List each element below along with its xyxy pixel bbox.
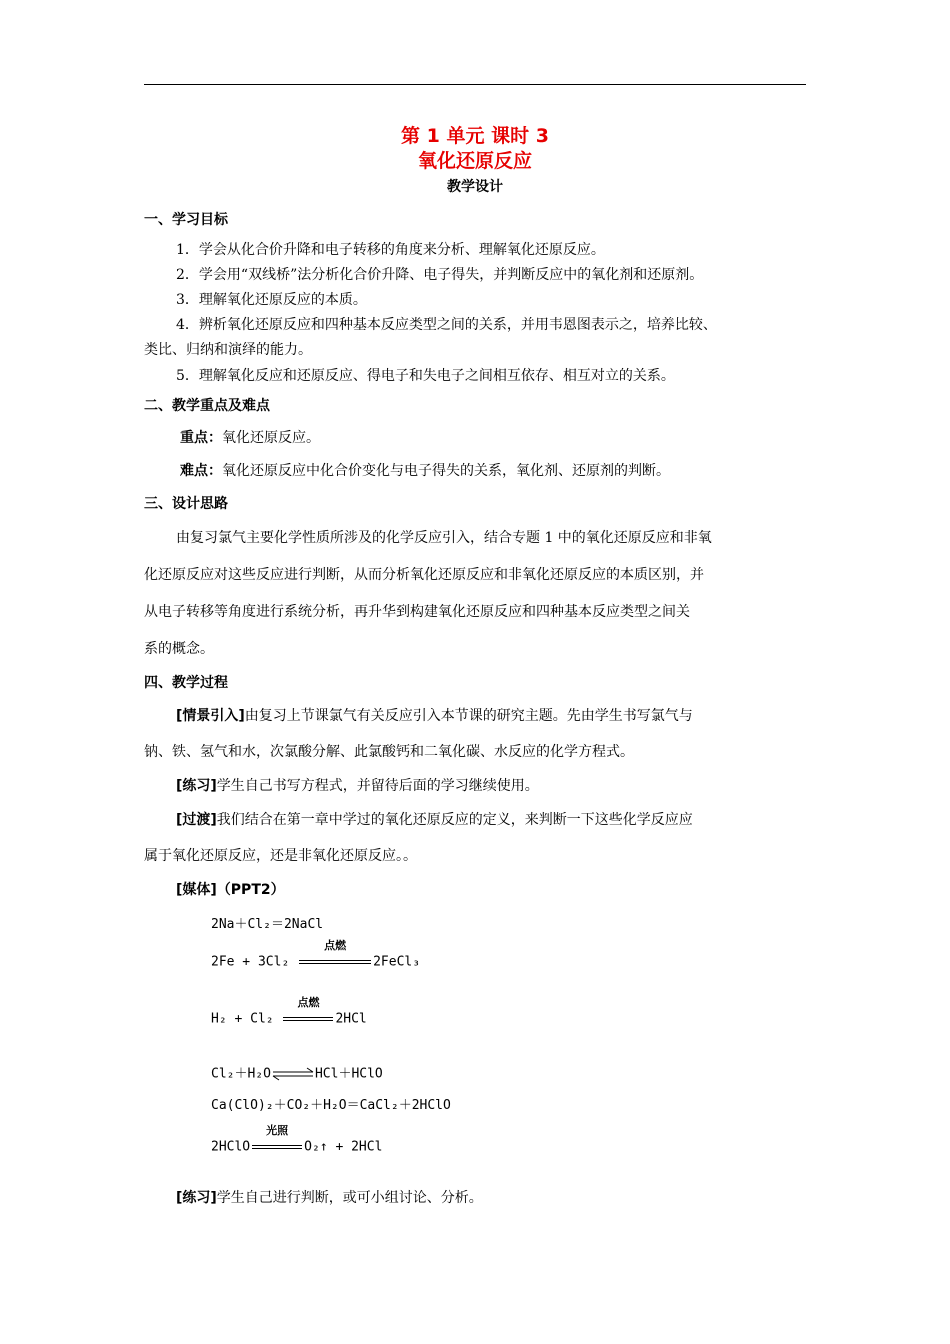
objective-item-continued: 类比、归纳和演绎的能力。 <box>144 342 312 358</box>
reversible-arrow-icon <box>271 1065 315 1083</box>
equation-right: 2HCl <box>335 1011 367 1027</box>
difficult-point-text: 氧化还原反应中化合价变化与电子得失的关系，氧化剂、还原剂的判断。 <box>222 463 670 479</box>
section-heading-design: 三、设计思路 <box>144 496 228 512</box>
key-point-line <box>180 428 320 448</box>
key-point-label: 重点： <box>180 430 222 446</box>
practice2-text: 学生自己进行判断，或可小组讨论、分析。 <box>216 1190 483 1206</box>
objective-item: 3．理解氧化还原反应的本质。 <box>176 292 367 308</box>
intro-text: 由复习上节课氯气有关反应引入本节课的研究主题。先由学生书写氯气与 <box>244 708 693 724</box>
difficult-point-line <box>180 461 670 481</box>
section-heading-key-points: 二、教学重点及难点 <box>144 398 270 414</box>
transition-line <box>176 810 693 830</box>
equation-fe-cl2 <box>211 939 421 972</box>
lesson-title: 第 1 单元 课时 3 <box>401 125 549 147</box>
transition-label: [过渡] <box>176 812 217 828</box>
objective-item: 1．学会从化合价升降和电子转移的角度来分析、理解氧化还原反应。 <box>176 242 605 258</box>
media-label: [媒体] <box>176 882 217 898</box>
practice-line <box>176 776 539 796</box>
equation-left: Cl₂＋H₂O <box>211 1066 271 1082</box>
practice2-line <box>176 1188 483 1208</box>
equation-left: 2Fe + 3Cl₂ <box>211 954 290 970</box>
design-paragraph-line: 系的概念。 <box>144 641 214 657</box>
design-paragraph-line: 化还原反应对这些反应进行判断，从而分析氧化还原反应和非氧化还原反应的本质区别，并 <box>144 567 704 583</box>
condition-arrow <box>250 1124 304 1156</box>
intro-line <box>176 706 693 726</box>
section-heading-objectives: 一、学习目标 <box>144 212 228 228</box>
objective-item: 4．辨析氧化还原反应和四种基本反应类型之间的关系，并用韦恩图表示之，培养比较、 <box>176 317 717 333</box>
intro-label: [情景引入] <box>176 708 245 724</box>
practice-text: 学生自己书写方程式，并留待后面的学习继续使用。 <box>216 778 539 794</box>
equation-cl2-h2o <box>211 1065 383 1084</box>
equation-hclo-decomposition <box>211 1124 383 1157</box>
header-rule <box>144 84 806 85</box>
section-heading-process: 四、教学过程 <box>144 675 228 691</box>
equation-right: 2FeCl₃ <box>373 954 421 970</box>
condition-label: 点燃 <box>297 996 320 1009</box>
design-paragraph-line: 由复习氯气主要化学性质所涉及的化学反应引入，结合专题 1 中的氧化还原反应和非氧 <box>176 530 712 546</box>
objective-item: 2．学会用“双线桥”法分析化合价升降、电子得失，并判断反应中的氧化剂和还原剂。 <box>176 267 704 283</box>
practice-label: [练习] <box>176 778 217 794</box>
transition-line-continued: 属于氧化还原反应，还是非氧化还原反应。。 <box>144 848 417 864</box>
condition-arrow <box>297 939 373 971</box>
equation-caclo2: Ca(ClO)₂＋CO₂＋H₂O＝CaCl₂＋2HClO <box>211 1098 451 1113</box>
topic-title: 氧化还原反应 <box>417 150 532 172</box>
media-line <box>176 880 285 900</box>
equation-right: HCl＋HClO <box>314 1066 383 1082</box>
key-point-text: 氧化还原反应。 <box>222 430 320 446</box>
condition-label: 点燃 <box>324 939 347 952</box>
document-subtitle: 教学设计 <box>447 179 503 195</box>
equation-na-cl2: 2Na＋Cl₂＝2NaCl <box>211 917 324 932</box>
equation-left: 2HClO <box>211 1139 251 1155</box>
design-paragraph-line: 从电子转移等角度进行系统分析，再升华到构建氧化还原反应和四种基本反应类型之间关 <box>144 604 690 620</box>
equation-left: H₂ + Cl₂ <box>211 1011 274 1027</box>
practice2-label: [练习] <box>176 1190 217 1206</box>
equation-h2-cl2 <box>211 996 367 1029</box>
condition-arrow <box>281 996 335 1028</box>
media-text: （PPT2） <box>216 882 285 898</box>
equation-right: O₂↑ + 2HCl <box>304 1139 383 1155</box>
condition-label: 光照 <box>266 1124 289 1137</box>
difficult-point-label: 难点： <box>180 463 222 479</box>
transition-text: 我们结合在第一章中学过的氧化还原反应的定义，来判断一下这些化学反应应 <box>216 812 693 828</box>
objective-item: 5．理解氧化反应和还原反应、得电子和失电子之间相互依存、相互对立的关系。 <box>176 368 675 384</box>
intro-line-continued: 钠、铁、氢气和水，次氯酸分解、此氯酸钙和二氧化碳、水反应的化学方程式。 <box>144 744 634 760</box>
